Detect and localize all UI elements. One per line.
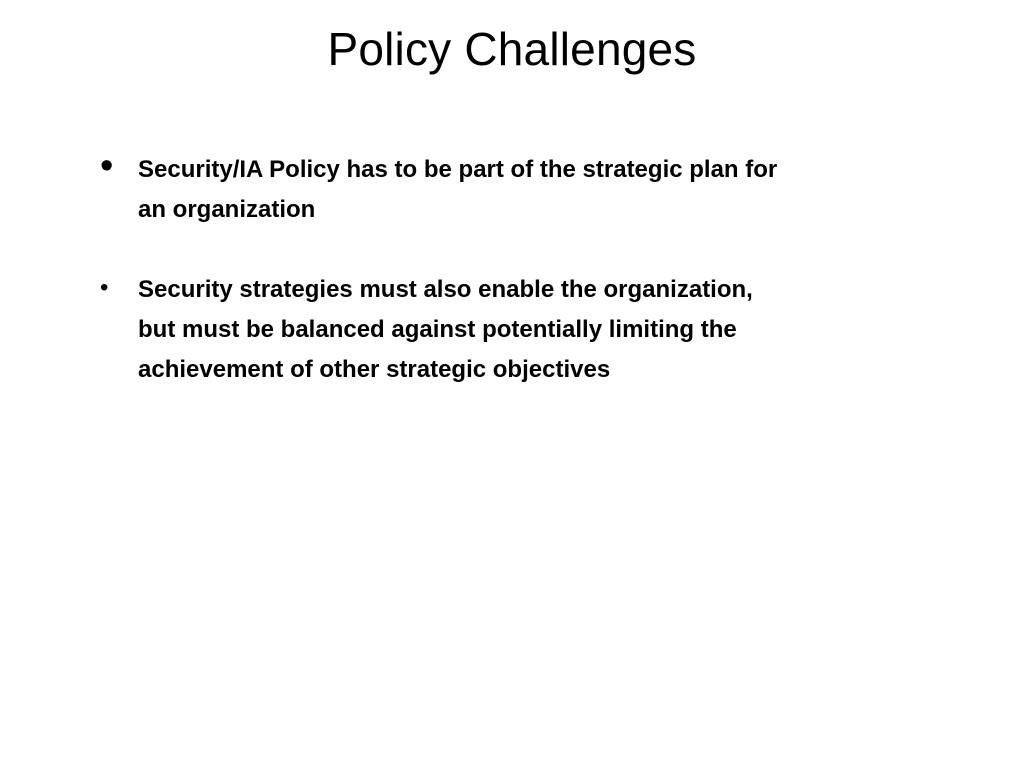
bullet-list (100, 145, 900, 390)
bullet-marker-icon: • (100, 145, 114, 187)
bullet-text: Security strategies must also enable the organization, but must be balanced against potentially limiting the achievement of other strategic objectives (138, 276, 753, 383)
bullet-text: Security/IA Policy has to be part of the strategic plan for an organization (138, 156, 778, 223)
bullet-item-strategic-plan (100, 145, 900, 230)
slide-title: Policy Challenges (327, 23, 697, 75)
bullet-item-security-strategies (100, 270, 900, 390)
bullet-marker-icon: • (100, 274, 109, 301)
